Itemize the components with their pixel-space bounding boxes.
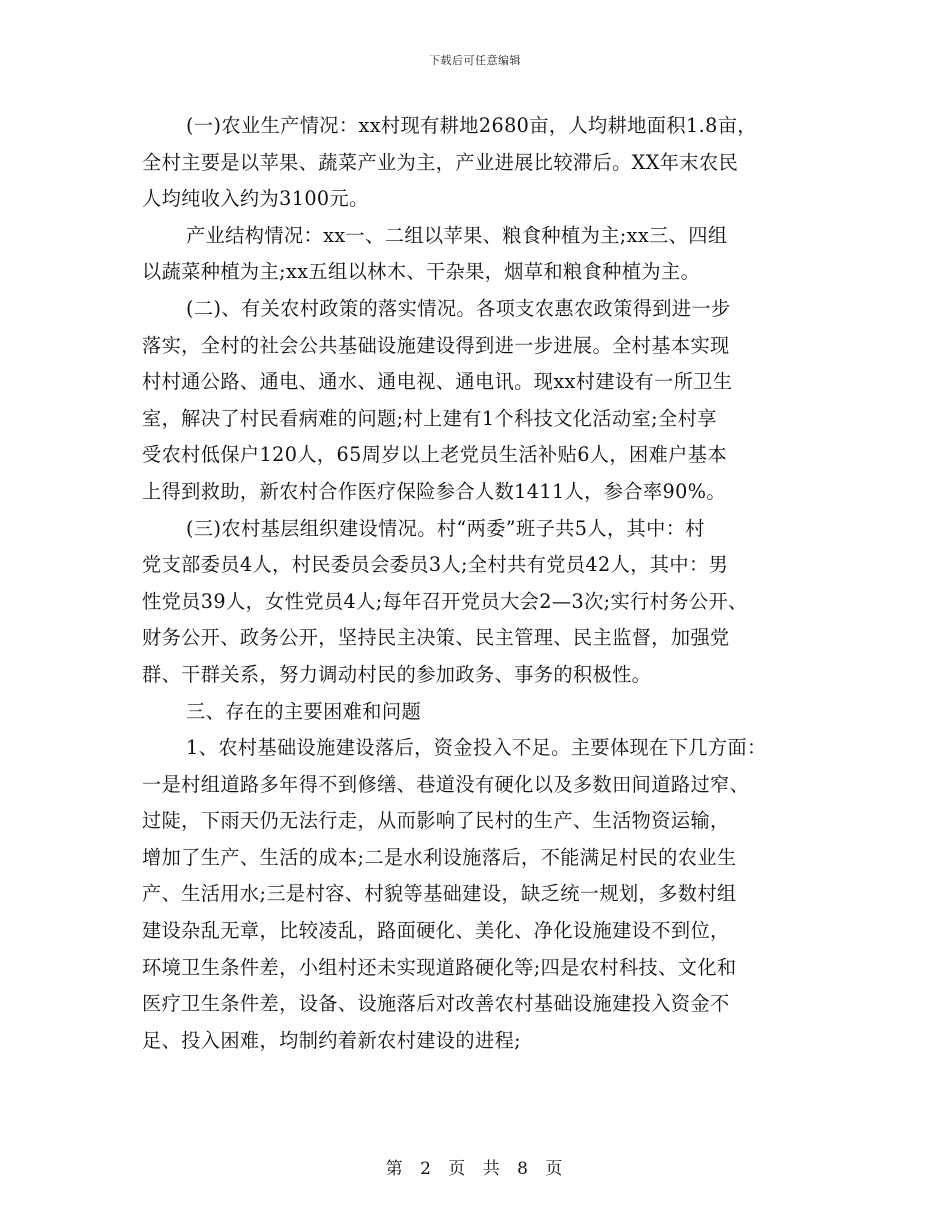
body-line: 上得到救助，新农村合作医疗保险参合人数1411人，参合率90%。 [142, 479, 726, 503]
body-line: 建设杂乱无章，比较凌乱，路面硬化、美化、净化设施建设不到位， [142, 919, 730, 943]
body-line: 性党员39人，女性党员4人;每年召开党员大会2—3次;实行村务公开、 [142, 589, 748, 613]
body-line: 足、投入困难，均制约着新农村建设的进程; [142, 1028, 522, 1052]
body-line: 产、生活用水;三是村容、村貌等基础建设，缺乏统一规划，多数村组 [142, 882, 737, 906]
body-line: (三)农村基层组织建设情况。村“两委”班子共5人，其中：村 [186, 516, 705, 540]
document-body [142, 108, 812, 1059]
body-line: 落实，全村的社会公共基础设施建设得到进一步进展。全村基本实现 [142, 333, 730, 357]
body-line: 过陡，下雨天仍无法行走，从而影响了民村的生产、生活物资运输， [142, 809, 730, 833]
body-line: 全村主要是以苹果、蔬菜产业为主，产业进展比较滞后。XX年末农民 [142, 150, 739, 174]
body-line: 1、农村基础设施建设落后，资金投入不足。主要体现在下几方面： [186, 736, 767, 760]
body-line: 产业结构情况：xx一、二组以苹果、粮食种植为主;xx三、四组 [186, 223, 728, 247]
section-heading: 三、存在的主要困难和问题 [186, 699, 422, 723]
body-line: 受农村低保户120人，65周岁以上老党员生活补贴6人，困难户基本 [142, 443, 727, 467]
body-line: 室，解决了村民看病难的问题;村上建有1个科技文化活动室;全村享 [142, 406, 717, 430]
page-number: 第 2 页 共 8 页 [385, 1159, 565, 1179]
body-line: 人均纯收入约为3100元。 [142, 187, 369, 211]
body-line: 增加了生产、生活的成本;二是水利设施落后，不能满足村民的农业生 [142, 845, 737, 869]
body-line: 环境卫生条件差，小组村还未实现道路硬化等;四是农村科技、文化和 [142, 955, 737, 979]
body-line: 群、干群关系，努力调动村民的参加政务、事务的积极性。 [142, 662, 652, 686]
body-line: 财务公开、政务公开，坚持民主决策、民主管理、民主监督，加强党 [142, 626, 730, 650]
body-line: 村村通公路、通电、通水、通电视、通电讯。现xx村建设有一所卫生 [142, 370, 733, 394]
page-header-note: 下载后可任意编辑 [429, 54, 521, 67]
body-line: 医疗卫生条件差，设备、设施落后对改善农村基础设施建投入资金不 [142, 992, 730, 1016]
body-line: (一)农业生产情况：xx村现有耕地2680亩，人均耕地面积1.8亩， [186, 114, 757, 137]
body-line: 以蔬菜种植为主;xx五组以林木、干杂果，烟草和粮食种植为主。 [142, 260, 701, 284]
body-line: (二)、有关农村政策的落实情况。各项支农惠农政策得到进一步 [186, 296, 731, 320]
body-line: 党支部委员4人，村民委员会委员3人;全村共有党员42人，其中：男 [142, 553, 729, 577]
body-line: 一是村组道路多年得不到修缮、巷道没有硬化以及多数田间道路过窄、 [142, 772, 750, 796]
